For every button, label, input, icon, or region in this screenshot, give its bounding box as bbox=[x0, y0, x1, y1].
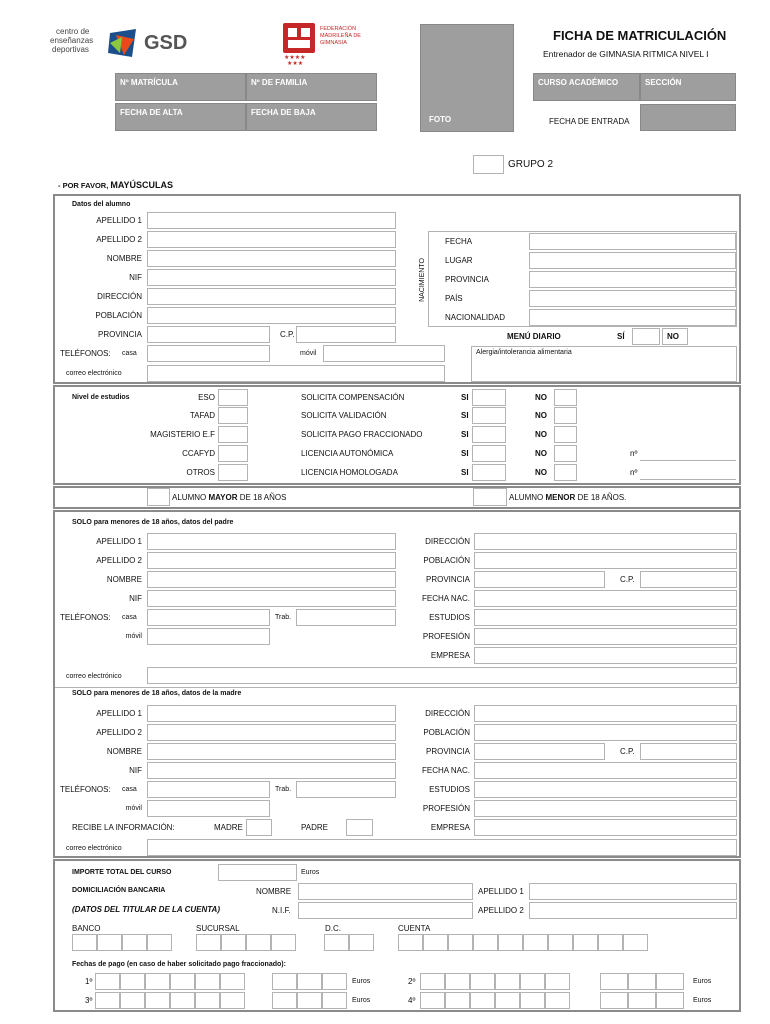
madre-trab-input[interactable] bbox=[296, 781, 396, 798]
label: PROVINCIA bbox=[425, 747, 470, 756]
madre-apellido1-input[interactable] bbox=[147, 705, 396, 722]
padre-cp-input[interactable] bbox=[640, 571, 737, 588]
t: DE 18 AÑOS. bbox=[577, 493, 627, 502]
label: NO bbox=[667, 332, 679, 341]
fecha-pago-digit-input[interactable] bbox=[420, 992, 445, 1009]
seccion-box[interactable]: SECCIÓN bbox=[640, 73, 736, 101]
curso-box[interactable]: CURSO ACADÉMICO bbox=[533, 73, 640, 101]
label: SÍ bbox=[617, 332, 625, 341]
label: N.I.F. bbox=[272, 906, 291, 915]
fecha-pago-digit-input[interactable] bbox=[470, 992, 495, 1009]
recibe-padre-checkbox[interactable] bbox=[346, 819, 373, 836]
eso-checkbox[interactable] bbox=[218, 389, 248, 406]
label: 1º bbox=[85, 977, 93, 986]
fecha-pago-digit-input[interactable] bbox=[195, 992, 220, 1009]
fecha-pago-digit-input[interactable] bbox=[195, 973, 220, 990]
page-title: FICHA DE MATRICULACIÓN bbox=[553, 28, 727, 43]
cuenta-digit-input[interactable] bbox=[498, 934, 523, 951]
label: FECHA NAC. bbox=[421, 594, 470, 603]
label: SI bbox=[461, 393, 469, 402]
padre-title: SOLO para menores de 18 años, datos del padre bbox=[72, 519, 234, 526]
grupo-label: GRUPO 2 bbox=[508, 159, 554, 170]
importe-pago-digit-input[interactable] bbox=[322, 973, 347, 990]
label: SOLICITA VALIDACIÓN bbox=[301, 411, 387, 420]
label: DIRECCIÓN bbox=[425, 537, 470, 546]
padre-poblacion-input[interactable] bbox=[474, 552, 737, 569]
fecha-pago-digit-input[interactable] bbox=[495, 992, 520, 1009]
homologada-no-checkbox[interactable] bbox=[554, 464, 577, 481]
label: PROVINCIA bbox=[445, 275, 490, 284]
titular-apellido1-input[interactable] bbox=[529, 883, 737, 900]
gsd-emblem-icon bbox=[106, 29, 140, 59]
mayor-label bbox=[172, 493, 286, 503]
label: APELLIDO 2 bbox=[96, 235, 142, 244]
titular-label: (DATOS DEL TITULAR DE LA CUENTA) bbox=[72, 905, 220, 914]
federacion-text: FEDERACIÓN bbox=[320, 26, 357, 32]
label: SI bbox=[461, 411, 469, 420]
mayus-text: MAYÚSCULAS bbox=[110, 180, 174, 190]
dc-digit-input[interactable] bbox=[349, 934, 374, 951]
alumno-apellido2-input[interactable] bbox=[147, 231, 396, 248]
titular-apellido2-input[interactable] bbox=[529, 902, 737, 919]
label: POBLACIÓN bbox=[95, 311, 142, 320]
importe-pago-digit-input[interactable] bbox=[272, 973, 297, 990]
fecha-pago-digit-input[interactable] bbox=[120, 973, 145, 990]
label: TELÉFONOS: bbox=[60, 613, 111, 622]
fechas-label: Fechas de pago (en caso de haber solicitado pago fraccionado): bbox=[72, 961, 286, 968]
fraccionado-si-checkbox[interactable] bbox=[472, 426, 506, 443]
alumno-title: Datos del alumno bbox=[72, 201, 131, 208]
padre-trab-input[interactable] bbox=[296, 609, 396, 626]
label: NO bbox=[535, 411, 547, 420]
label: ESTUDIOS bbox=[429, 613, 470, 622]
alumno-correo-input[interactable] bbox=[147, 365, 445, 382]
label: C.P. bbox=[620, 575, 635, 584]
padre-empresa-input[interactable] bbox=[474, 647, 737, 664]
sucursal-digit-input[interactable] bbox=[221, 934, 246, 951]
cuenta-digit-input[interactable] bbox=[423, 934, 448, 951]
divider bbox=[55, 687, 739, 688]
homologada-si-checkbox[interactable] bbox=[472, 464, 506, 481]
padre-profesion-input[interactable] bbox=[474, 628, 737, 645]
label: SI bbox=[461, 449, 469, 458]
federacion-shield-icon bbox=[282, 22, 316, 54]
label: Trab. bbox=[275, 786, 292, 793]
label: CUENTA bbox=[398, 924, 431, 933]
padre-nombre-input[interactable] bbox=[147, 571, 396, 588]
label: correo electrónico bbox=[66, 673, 122, 680]
fecha-pago-digit-input[interactable] bbox=[120, 992, 145, 1009]
label: NO bbox=[535, 393, 547, 402]
label: PROVINCIA bbox=[425, 575, 470, 584]
label: EMPRESA bbox=[430, 651, 470, 660]
matricula-box[interactable]: Nº MATRÍCULA bbox=[115, 73, 246, 101]
fecha-entrada-field[interactable] bbox=[640, 104, 736, 131]
label: DIRECCIÓN bbox=[97, 292, 142, 301]
alumno-cp-input[interactable] bbox=[296, 326, 396, 343]
label: APELLIDO 1 bbox=[478, 887, 524, 896]
label: Euros bbox=[693, 997, 712, 1004]
validacion-si-checkbox[interactable] bbox=[472, 407, 506, 424]
label: nº bbox=[630, 449, 638, 458]
baja-box[interactable]: FECHA DE BAJA bbox=[246, 103, 377, 131]
importe-pago-digit-input[interactable] bbox=[628, 992, 656, 1009]
madre-empresa-input[interactable] bbox=[474, 819, 737, 836]
label: ESO bbox=[198, 393, 215, 402]
sucursal-digit-input[interactable] bbox=[271, 934, 296, 951]
label: NOMBRE bbox=[256, 887, 292, 896]
label: NO bbox=[535, 449, 547, 458]
label: ESTUDIOS bbox=[429, 785, 470, 794]
importe-pago-digit-input[interactable] bbox=[600, 973, 628, 990]
label: NIF bbox=[129, 594, 142, 603]
fecha-pago-digit-input[interactable] bbox=[470, 973, 495, 990]
label: PROFESIÓN bbox=[422, 804, 470, 813]
padre-apellido2-input[interactable] bbox=[147, 552, 396, 569]
label: RECIBE LA INFORMACIÓN: bbox=[72, 823, 175, 832]
alumno-movil-input[interactable] bbox=[323, 345, 445, 362]
label: EMPRESA bbox=[430, 823, 470, 832]
padre-correo-input[interactable] bbox=[147, 667, 737, 684]
cuenta-digit-input[interactable] bbox=[398, 934, 423, 951]
validacion-no-checkbox[interactable] bbox=[554, 407, 577, 424]
label: TELÉFONOS: bbox=[60, 785, 111, 794]
titular-nombre-input[interactable] bbox=[298, 883, 473, 900]
label: NOMBRE bbox=[106, 747, 142, 756]
madre-movil-input[interactable] bbox=[147, 800, 270, 817]
label: APELLIDO 1 bbox=[96, 537, 142, 546]
cuenta-digit-input[interactable] bbox=[473, 934, 498, 951]
logo-text: deportivas bbox=[52, 45, 89, 54]
estudios-title: Nivel de estudios bbox=[72, 394, 130, 401]
cuenta-digit-input[interactable] bbox=[548, 934, 573, 951]
label: NIF bbox=[129, 273, 142, 282]
federacion-logo bbox=[282, 22, 372, 66]
importe-pago-digit-input[interactable] bbox=[322, 992, 347, 1009]
foto-box[interactable] bbox=[420, 24, 514, 132]
importe-pago-digit-input[interactable] bbox=[297, 992, 322, 1009]
label: casa bbox=[122, 614, 137, 621]
t: MENOR bbox=[545, 493, 576, 502]
label: correo electrónico bbox=[66, 370, 122, 377]
menu-si-checkbox[interactable] bbox=[632, 328, 660, 345]
t: MAYOR bbox=[208, 493, 238, 502]
fecha-pago-digit-input[interactable] bbox=[145, 992, 170, 1009]
fecha-pago-digit-input[interactable] bbox=[420, 973, 445, 990]
foto-label: FOTO bbox=[429, 115, 452, 124]
padre-movil-input[interactable] bbox=[147, 628, 270, 645]
fecha-pago-digit-input[interactable] bbox=[445, 992, 470, 1009]
label: POBLACIÓN bbox=[423, 556, 470, 565]
label: APELLIDO 1 bbox=[96, 216, 142, 225]
importe-input[interactable] bbox=[218, 864, 297, 881]
label: móvil bbox=[125, 805, 142, 812]
t: ALUMNO bbox=[172, 493, 207, 502]
padre-fnac-input[interactable] bbox=[474, 590, 737, 607]
nacimiento-label: NACIMIENTO bbox=[418, 258, 426, 302]
fraccionado-no-checkbox[interactable] bbox=[554, 426, 577, 443]
label: móvil bbox=[300, 350, 317, 357]
label: TAFAD bbox=[189, 411, 215, 420]
label: casa bbox=[122, 350, 137, 357]
label: POBLACIÓN bbox=[423, 728, 470, 737]
madre-poblacion-input[interactable] bbox=[474, 724, 737, 741]
label: LUGAR bbox=[445, 256, 473, 265]
alumno-telefono-casa-input[interactable] bbox=[147, 345, 270, 362]
alumno-apellido1-input[interactable] bbox=[147, 212, 396, 229]
nac-pais-input[interactable] bbox=[529, 290, 736, 307]
fecha-pago-digit-input[interactable] bbox=[220, 992, 245, 1009]
label: PROFESIÓN bbox=[422, 632, 470, 641]
autonomica-no-checkbox[interactable] bbox=[554, 445, 577, 462]
nac-lugar-input[interactable] bbox=[529, 252, 736, 269]
label: BANCO bbox=[72, 924, 101, 933]
domiciliacion-label: DOMICILIACIÓN BANCARIA bbox=[72, 887, 166, 894]
label: TELÉFONOS: bbox=[60, 349, 111, 358]
banco-digit-input[interactable] bbox=[72, 934, 97, 951]
label: MAGISTERIO E.F bbox=[150, 430, 215, 439]
homologada-num-field[interactable] bbox=[640, 479, 736, 480]
label: D.C. bbox=[325, 924, 341, 933]
sucursal-digit-input[interactable] bbox=[196, 934, 221, 951]
compensacion-si-checkbox[interactable] bbox=[472, 389, 506, 406]
federacion-text: MADRILEÑA DE bbox=[320, 33, 361, 39]
tafad-checkbox[interactable] bbox=[218, 407, 248, 424]
label: casa bbox=[122, 786, 137, 793]
label: SUCURSAL bbox=[196, 924, 240, 933]
madre-apellido2-input[interactable] bbox=[147, 724, 396, 741]
importe-pago-digit-input[interactable] bbox=[297, 973, 322, 990]
banco-digit-input[interactable] bbox=[122, 934, 147, 951]
autonomica-si-checkbox[interactable] bbox=[472, 445, 506, 462]
alta-box[interactable]: FECHA DE ALTA bbox=[115, 103, 246, 131]
label: APELLIDO 2 bbox=[96, 728, 142, 737]
autonomica-num-field[interactable] bbox=[640, 460, 736, 461]
cuenta-digit-input[interactable] bbox=[598, 934, 623, 951]
nac-provincia-input[interactable] bbox=[529, 271, 736, 288]
label: SOLICITA PAGO FRACCIONADO bbox=[301, 430, 423, 439]
label: Euros bbox=[301, 869, 320, 876]
fecha-pago-digit-input[interactable] bbox=[545, 973, 570, 990]
fecha-pago-digit-input[interactable] bbox=[170, 973, 195, 990]
magisterio-checkbox[interactable] bbox=[218, 426, 248, 443]
compensacion-no-checkbox[interactable] bbox=[554, 389, 577, 406]
madre-cp-input[interactable] bbox=[640, 743, 737, 760]
madre-nif-input[interactable] bbox=[147, 762, 396, 779]
label: SI bbox=[461, 468, 469, 477]
label: Euros bbox=[693, 978, 712, 985]
label: OTROS bbox=[186, 468, 215, 477]
cefd-logo bbox=[48, 27, 198, 63]
label: Euros bbox=[352, 997, 371, 1004]
fecha-entrada-label: FECHA DE ENTRADA bbox=[549, 117, 630, 126]
recibe-madre-checkbox[interactable] bbox=[246, 819, 272, 836]
importe-pago-digit-input[interactable] bbox=[656, 973, 684, 990]
madre-fnac-input[interactable] bbox=[474, 762, 737, 779]
cuenta-digit-input[interactable] bbox=[623, 934, 648, 951]
madre-profesion-input[interactable] bbox=[474, 800, 737, 817]
padre-casa-input[interactable] bbox=[147, 609, 270, 626]
label: LICENCIA HOMOLOGADA bbox=[301, 468, 398, 477]
federacion-text: GIMNASIA bbox=[320, 40, 347, 46]
fecha-pago-digit-input[interactable] bbox=[170, 992, 195, 1009]
padre-provincia-input[interactable] bbox=[474, 571, 605, 588]
madre-provincia-input[interactable] bbox=[474, 743, 605, 760]
logo-text: enseñanzas bbox=[50, 36, 94, 45]
label: NOMBRE bbox=[106, 254, 142, 263]
label: Euros bbox=[352, 978, 371, 985]
label: SI bbox=[461, 430, 469, 439]
madre-direccion-input[interactable] bbox=[474, 705, 737, 722]
fecha-pago-digit-input[interactable] bbox=[495, 973, 520, 990]
madre-nombre-input[interactable] bbox=[147, 743, 396, 760]
label: PADRE bbox=[301, 823, 328, 832]
label: PAÍS bbox=[445, 294, 463, 303]
fecha-pago-digit-input[interactable] bbox=[520, 992, 545, 1009]
madre-title: SOLO para menores de 18 años, datos de la madre bbox=[72, 690, 242, 697]
alergia-label: Alergia/intolerancia alimentaria bbox=[476, 349, 572, 356]
label: NO bbox=[535, 468, 547, 477]
cuenta-digit-input[interactable] bbox=[573, 934, 598, 951]
label: NO bbox=[535, 430, 547, 439]
label: SOLICITA COMPENSACIÓN bbox=[301, 393, 405, 402]
mayor-checkbox[interactable] bbox=[147, 488, 170, 506]
alumno-nombre-input[interactable] bbox=[147, 250, 396, 267]
page-subtitle: Entrenador de GIMNASIA RITMICA NIVEL I bbox=[543, 49, 709, 59]
importe-pago-digit-input[interactable] bbox=[272, 992, 297, 1009]
padre-estudios-input[interactable] bbox=[474, 609, 737, 626]
label: C.P. bbox=[620, 747, 635, 756]
mayus-prefix: - POR FAVOR, bbox=[58, 181, 109, 190]
label: 4º bbox=[408, 996, 416, 1005]
alumno-nif-input[interactable] bbox=[147, 269, 396, 286]
label: FECHA NAC. bbox=[421, 766, 470, 775]
label: APELLIDO 2 bbox=[96, 556, 142, 565]
otros-checkbox[interactable] bbox=[218, 464, 248, 481]
titular-nif-input[interactable] bbox=[298, 902, 473, 919]
cuenta-digit-input[interactable] bbox=[523, 934, 548, 951]
alumno-provincia-input[interactable] bbox=[147, 326, 270, 343]
importe-pago-digit-input[interactable] bbox=[600, 992, 628, 1009]
banco-digit-input[interactable] bbox=[147, 934, 172, 951]
label: NACIONALIDAD bbox=[445, 313, 506, 322]
nac-nacionalidad-input[interactable] bbox=[529, 309, 736, 326]
label: PROVINCIA bbox=[97, 330, 142, 339]
importe-label: IMPORTE TOTAL DEL CURSO bbox=[72, 869, 172, 876]
stars-icon: ★★★ bbox=[287, 61, 304, 67]
menu-label: MENÚ DIARIO bbox=[507, 332, 561, 341]
alumno-direccion-input[interactable] bbox=[147, 288, 396, 305]
padre-direccion-input[interactable] bbox=[474, 533, 737, 550]
ccafyd-checkbox[interactable] bbox=[218, 445, 248, 462]
cuenta-digit-input[interactable] bbox=[448, 934, 473, 951]
label: APELLIDO 2 bbox=[478, 906, 524, 915]
stars-icon: ★★★★ bbox=[284, 55, 306, 61]
madre-correo-input[interactable] bbox=[147, 839, 737, 856]
t: DE 18 AÑOS bbox=[239, 493, 287, 502]
label: NOMBRE bbox=[106, 575, 142, 584]
fecha-pago-digit-input[interactable] bbox=[545, 992, 570, 1009]
padre-apellido1-input[interactable] bbox=[147, 533, 396, 550]
logo-text: centro de bbox=[56, 27, 90, 36]
importe-pago-digit-input[interactable] bbox=[656, 992, 684, 1009]
label: NIF bbox=[129, 766, 142, 775]
fecha-pago-digit-input[interactable] bbox=[520, 973, 545, 990]
padre-nif-input[interactable] bbox=[147, 590, 396, 607]
madre-casa-input[interactable] bbox=[147, 781, 270, 798]
label: MADRE bbox=[214, 823, 243, 832]
label: Trab. bbox=[275, 614, 292, 621]
label: 3º bbox=[85, 996, 93, 1005]
label: LICENCIA AUTONÓMICA bbox=[301, 449, 394, 458]
label: 2º bbox=[408, 977, 416, 986]
grupo-checkbox[interactable] bbox=[473, 155, 504, 174]
fecha-pago-digit-input[interactable] bbox=[145, 973, 170, 990]
label: C.P. bbox=[280, 330, 295, 339]
familia-box[interactable]: Nº DE FAMILIA bbox=[246, 73, 377, 101]
menor-label bbox=[509, 493, 626, 503]
fecha-pago-digit-input[interactable] bbox=[220, 973, 245, 990]
label: CCAFYD bbox=[182, 449, 215, 458]
importe-pago-digit-input[interactable] bbox=[628, 973, 656, 990]
fecha-pago-digit-input[interactable] bbox=[95, 992, 120, 1009]
fecha-pago-digit-input[interactable] bbox=[445, 973, 470, 990]
alumno-poblacion-input[interactable] bbox=[147, 307, 396, 324]
fecha-pago-digit-input[interactable] bbox=[95, 973, 120, 990]
banco-digit-input[interactable] bbox=[97, 934, 122, 951]
madre-estudios-input[interactable] bbox=[474, 781, 737, 798]
label: nº bbox=[630, 468, 638, 477]
label: móvil bbox=[125, 633, 142, 640]
label: APELLIDO 1 bbox=[96, 709, 142, 718]
label: correo electrónico bbox=[66, 845, 122, 852]
label: FECHA bbox=[445, 237, 473, 246]
nac-fecha-input[interactable] bbox=[529, 233, 736, 250]
dc-digit-input[interactable] bbox=[324, 934, 349, 951]
mayusculas-note bbox=[58, 180, 173, 191]
gsd-text: GSD bbox=[144, 32, 188, 54]
t: ALUMNO bbox=[509, 493, 544, 502]
menor-checkbox[interactable] bbox=[473, 488, 507, 506]
label: DIRECCIÓN bbox=[425, 709, 470, 718]
sucursal-digit-input[interactable] bbox=[246, 934, 271, 951]
